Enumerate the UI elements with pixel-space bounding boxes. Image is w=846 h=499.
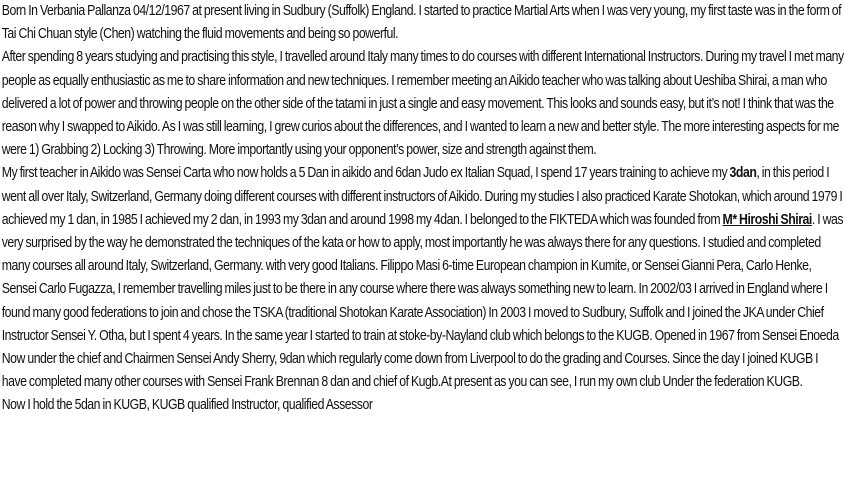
paragraph-current-grade: Now I hold the 5dan in KUGB, KUGB qualified Instructor, qualified Assessor <box>1 397 373 414</box>
paragraph-training <box>2 162 845 394</box>
paragraph-birth: Born In Verbania Pallanza 04/12/1967 at present living in Sudbury (Suffolk) England. I started to practice Martial Arts when I was very young, my first taste was in the form of Tai Chi Chuan style (Chen) watching the fluid movements and being so powerful. <box>1 3 842 43</box>
hiroshi-shirai-link[interactable]: M* Hiroshi Shirai <box>722 211 812 228</box>
grade-3dan: 3dan <box>729 165 757 182</box>
paragraph-travels: After spending 8 years studying and practising this style, I travelled around Italy many times to do courses with different International Instructors. During my travel I met many people as equally enthusiastic as me to share information and new techniques. I remember meeting an Aikido teacher who was talking about Ueshiba Shirai, a man who delivered a lot of power and throwing people on the other side of the tatami in just a single and easy movement. This looks and sounds easy, but it’s not! I think that was the reason why I swapped to Aikido. As I was still learning, I grew curios about the differences, and I wanted to learn a new and better style. The more interesting aspects for me were 1) Grabbing 2) Locking 3) Throwing. More importantly using your opponent’s power, size and strength against them. <box>1 49 844 159</box>
training-text-start: My first teacher in Aikido was Sensei Carta who now holds a 5 Dan in aikido and 6dan Judo ex Italian Squad, I spend 17 years training to achieve my <box>1 165 730 182</box>
training-text-end: . I was very surprised by the way he demonstrated the techniques of the kata or how to apply, most importantly he was always there for any questions. I studied and completed many courses all around Italy, Switzerland, Germany. with very good Italians. Filippo Masi 6-time European champion in Kumite, or Sensei Gianni Pera, Carlo Henke, Sensei Carlo Fugazza, I remember travelling miles just to be there in any course where there was always something new to learn. In 2002/03 I arrived in England where I found many good federations to join and chose the TSKA (traditional Shotokan Karate Association) In 2003 I moved to Sudbury, Suffolk and I joined the JKA under Chief Instructor Sensei Y. Otha, but I spent 4 years. In the same year I started to train at stoke-by-Nayland club which belongs to the KUGB. Opened in 1967 from Sensei Enoeda Now under the chief and Chairmen Sensei Andy Sherry, 9dan which regularly come down from Liverpool to do the grading and Courses. Since the day I joined KUGB I have completed many other courses with Sensei Frank Brennan 8 dan and chief of Kugb.At present as you can see, I run my own club Under the federation KUGB. <box>1 211 844 391</box>
training-text-middle: , in this period I went all over Italy, Switzerland, Germany doing different courses with different instructors of Aikido. During my studies I also practiced Karate Shotokan, which around 1979 I achieved my 1 dan, in 1985 I achieved my 2 dan, in 1993 my 3dan and around 1998 my 4dan. I belonged to the FIKTEDA which was founded from <box>1 165 843 228</box>
